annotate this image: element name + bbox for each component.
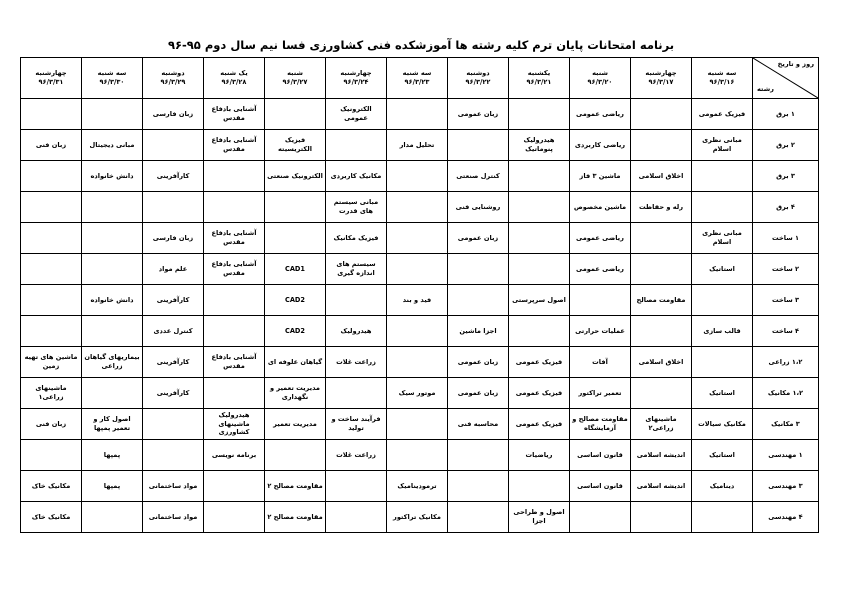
- exam-cell: مکانیک کاربردی: [326, 161, 387, 192]
- exam-cell: [692, 192, 753, 223]
- row-label: ۴ مهندسی: [753, 502, 819, 533]
- exam-cell: فیزیک مکانیک: [326, 223, 387, 254]
- exam-cell: زبان فنی: [21, 130, 82, 161]
- exam-cell: [204, 192, 265, 223]
- exam-cell: ریاضی عمومی: [570, 223, 631, 254]
- exam-cell: [21, 285, 82, 316]
- table-row: [21, 285, 819, 316]
- exam-cell: [631, 316, 692, 347]
- exam-cell: [387, 409, 448, 440]
- exam-cell: [448, 285, 509, 316]
- row-label: ۱ ساخت: [753, 223, 819, 254]
- exam-cell: [82, 192, 143, 223]
- exam-cell: CAD1: [265, 254, 326, 285]
- exam-cell: [82, 223, 143, 254]
- exam-cell: [509, 316, 570, 347]
- exam-cell: کارآفرینی: [143, 347, 204, 378]
- exam-cell: [265, 192, 326, 223]
- exam-cell: [509, 161, 570, 192]
- exam-cell: ریاضی عمومی: [570, 254, 631, 285]
- exam-cell: [204, 471, 265, 502]
- exam-cell: [204, 285, 265, 316]
- exam-cell: فیزیک الکتریسیته: [265, 130, 326, 161]
- exam-cell: استاتیک: [692, 254, 753, 285]
- exam-cell: مکانیک خاک: [21, 502, 82, 533]
- exam-cell: موتور سیک: [387, 378, 448, 409]
- table-row: [21, 378, 819, 409]
- table-row: [21, 223, 819, 254]
- exam-cell: آشنایی بادفاع مقدس: [204, 223, 265, 254]
- exam-cell: فید و بند: [387, 285, 448, 316]
- column-header: [82, 58, 143, 99]
- exam-cell: [143, 409, 204, 440]
- table-row: [21, 161, 819, 192]
- exam-cell: [82, 99, 143, 130]
- column-header: [692, 58, 753, 99]
- exam-cell: مبانی نظری اسلام: [692, 223, 753, 254]
- column-header: [265, 58, 326, 99]
- exam-cell: فیزیک عمومی: [509, 409, 570, 440]
- exam-cell: کارآفرینی: [143, 161, 204, 192]
- exam-cell: ماشین ۳ فاز: [570, 161, 631, 192]
- exam-cell: زبان فنی: [21, 409, 82, 440]
- exam-cell: ریاضیات: [509, 440, 570, 471]
- exam-cell: مدیریت تعمیر: [265, 409, 326, 440]
- exam-cell: [265, 223, 326, 254]
- column-day: یک شنبه: [220, 69, 248, 78]
- table-row: [21, 130, 819, 161]
- column-day: سه شنبه: [402, 69, 432, 78]
- column-day: شنبه: [592, 69, 608, 78]
- exam-cell: مقاومت مصالح ۲: [265, 502, 326, 533]
- exam-cell: [143, 192, 204, 223]
- exam-cell: کارآفرینی: [143, 378, 204, 409]
- exam-cell: مکانیک سیالات: [692, 409, 753, 440]
- exam-cell: ماشینهای زراعی۱: [21, 378, 82, 409]
- exam-cell: [448, 502, 509, 533]
- exam-cell: مدیریت تعمیر و نگهداری: [265, 378, 326, 409]
- column-day: چهارشنبه: [35, 69, 67, 78]
- exam-cell: قانون اساسی: [570, 471, 631, 502]
- exam-cell: هیدرولیک: [326, 316, 387, 347]
- column-day: شنبه: [287, 69, 303, 78]
- exam-cell: اندیشه اسلامی: [631, 471, 692, 502]
- exam-cell: [82, 316, 143, 347]
- exam-cell: هیدرولیک ماشینهای کشاورزی: [204, 409, 265, 440]
- header-row: [21, 58, 819, 99]
- column-day: چهارشنبه: [645, 69, 677, 78]
- column-date: ۹۶/۳/۱۶: [709, 78, 735, 86]
- column-date: ۹۶/۳/۳۱: [38, 78, 64, 86]
- exam-cell: [631, 502, 692, 533]
- exam-cell: زبان عمومی: [448, 347, 509, 378]
- exam-cell: مبانی دیجیتال: [82, 130, 143, 161]
- column-header: [21, 58, 82, 99]
- row-label: ۱ برق: [753, 99, 819, 130]
- exam-cell: [21, 99, 82, 130]
- exam-cell: [448, 254, 509, 285]
- exam-cell: [631, 130, 692, 161]
- exam-cell: [265, 99, 326, 130]
- exam-cell: ماشین مخصوص: [570, 192, 631, 223]
- exam-cell: [21, 161, 82, 192]
- table-row: [21, 347, 819, 378]
- exam-cell: آشنایی بادفاع مقدس: [204, 130, 265, 161]
- exam-cell: قالب سازی: [692, 316, 753, 347]
- exam-cell: [326, 471, 387, 502]
- exam-cell: مقاومت مصالح: [631, 285, 692, 316]
- row-label: ۱،۲ مکانیک: [753, 378, 819, 409]
- exam-cell: ماشینهای زراعی۲: [631, 409, 692, 440]
- exam-cell: [692, 161, 753, 192]
- page-title: برنامه امتحانات پایان ترم کلیه رشته ها آموزشکده فنی کشاورزی فسا نیم سال دوم ۹۵-۹۶: [167, 38, 675, 52]
- exam-cell: اندیشه اسلامی: [631, 440, 692, 471]
- row-label: ۳ ساخت: [753, 285, 819, 316]
- exam-cell: الکترونیک عمومی: [326, 99, 387, 130]
- exam-cell: [631, 99, 692, 130]
- exam-cell: مواد ساختمانی: [143, 471, 204, 502]
- exam-cell: [204, 316, 265, 347]
- column-header: [326, 58, 387, 99]
- exam-cell: [631, 378, 692, 409]
- exam-cell: [692, 502, 753, 533]
- exam-cell: پمپها: [82, 471, 143, 502]
- exam-cell: تعمیر تراکتور: [570, 378, 631, 409]
- exam-cell: پمپها: [82, 440, 143, 471]
- corner-day-date-label: روز و تاریخ: [777, 60, 814, 68]
- exam-cell: [448, 440, 509, 471]
- exam-cell: [570, 285, 631, 316]
- exam-cell: [631, 223, 692, 254]
- row-label: ۱ مهندسی: [753, 440, 819, 471]
- exam-cell: زبان فارسی: [143, 223, 204, 254]
- row-label: ۳ برق: [753, 161, 819, 192]
- exam-cell: الکترونیک صنعتی: [265, 161, 326, 192]
- row-label: ۲ ساخت: [753, 254, 819, 285]
- exam-cell: [326, 378, 387, 409]
- column-date: ۹۶/۳/۲۰: [587, 78, 613, 86]
- exam-cell: هیدرولیک پنوماتیک: [509, 130, 570, 161]
- exam-cell: کارآفرینی: [143, 285, 204, 316]
- exam-cell: زبان عمومی: [448, 223, 509, 254]
- exam-cell: سیستم های اندازه گیری: [326, 254, 387, 285]
- table-row: [21, 254, 819, 285]
- exam-cell: فیزیک عمومی: [509, 347, 570, 378]
- exam-cell: [21, 254, 82, 285]
- exam-cell: [265, 440, 326, 471]
- exam-cell: ترمودینامیک: [387, 471, 448, 502]
- column-day: سه شنبه: [707, 69, 737, 78]
- exam-cell: زبان فارسی: [143, 99, 204, 130]
- exam-cell: ریاضی کاربردی: [570, 130, 631, 161]
- exam-cell: [326, 130, 387, 161]
- exam-cell: [631, 254, 692, 285]
- exam-cell: [448, 130, 509, 161]
- exam-cell: CAD2: [265, 285, 326, 316]
- exam-cell: [509, 223, 570, 254]
- column-date: ۹۶/۳/۲۸: [221, 78, 247, 86]
- exam-cell: [204, 161, 265, 192]
- exam-cell: محاسبه فنی: [448, 409, 509, 440]
- exam-cell: عملیات حرارتی: [570, 316, 631, 347]
- table-row: [21, 99, 819, 130]
- exam-cell: ماشین های تهیه زمین: [21, 347, 82, 378]
- column-header: [143, 58, 204, 99]
- exam-cell: آفات: [570, 347, 631, 378]
- exam-cell: زراعت غلات: [326, 440, 387, 471]
- exam-cell: [143, 440, 204, 471]
- exam-cell: مکانیک خاک: [21, 471, 82, 502]
- exam-cell: [387, 347, 448, 378]
- row-label: ۴ ساخت: [753, 316, 819, 347]
- column-day: دوشنبه: [161, 69, 185, 78]
- corner-header-cell: [753, 58, 819, 99]
- exam-cell: اخلاق اسلامی: [631, 347, 692, 378]
- exam-cell: مقاومت مصالح ۲: [265, 471, 326, 502]
- exam-cell: [509, 99, 570, 130]
- exam-cell: آشنایی بادفاع مقدس: [204, 99, 265, 130]
- exam-cell: [387, 440, 448, 471]
- exam-cell: [82, 378, 143, 409]
- column-day: یکشنبه: [527, 69, 551, 78]
- exam-cell: زبان عمومی: [448, 378, 509, 409]
- row-label: ۳ مهندسی: [753, 471, 819, 502]
- table-row: [21, 316, 819, 347]
- exam-cell: مکانیک تراکتور: [387, 502, 448, 533]
- exam-cell: [387, 161, 448, 192]
- exam-cell: بیماریهای گیاهان زراعی: [82, 347, 143, 378]
- exam-cell: علم مواد: [143, 254, 204, 285]
- exam-cell: فرآیند ساخت و تولید: [326, 409, 387, 440]
- table-row: [21, 471, 819, 502]
- exam-cell: دانش خانواده: [82, 161, 143, 192]
- exam-cell: [21, 440, 82, 471]
- exam-cell: [387, 192, 448, 223]
- exam-cell: CAD2: [265, 316, 326, 347]
- exam-cell: [143, 130, 204, 161]
- table-row: [21, 502, 819, 533]
- exam-cell: اصول کار و تعمیر پمپها: [82, 409, 143, 440]
- exam-cell: اجزا ماشین: [448, 316, 509, 347]
- exam-cell: گیاهان علوفه ای: [265, 347, 326, 378]
- exam-cell: مقاومت مصالح و آزمایشگاه: [570, 409, 631, 440]
- exam-cell: [387, 316, 448, 347]
- column-date: ۹۶/۳/۳۰: [99, 78, 125, 86]
- exam-cell: [204, 378, 265, 409]
- exam-cell: آشنایی بادفاع مقدس: [204, 254, 265, 285]
- column-header: [570, 58, 631, 99]
- exam-cell: اصول سرپرستی: [509, 285, 570, 316]
- exam-cell: [387, 223, 448, 254]
- exam-cell: تحلیل مدار: [387, 130, 448, 161]
- exam-cell: برنامه نویسی: [204, 440, 265, 471]
- corner-field-label: رشته: [757, 85, 774, 94]
- exam-cell: [448, 471, 509, 502]
- column-date: ۹۶/۳/۱۷: [648, 78, 674, 86]
- exam-cell: [387, 254, 448, 285]
- column-date: ۹۶/۳/۲۷: [282, 78, 308, 86]
- column-header: [631, 58, 692, 99]
- exam-cell: استاتیک: [692, 440, 753, 471]
- exam-cell: [692, 285, 753, 316]
- column-day: دوشنبه: [466, 69, 490, 78]
- exam-cell: کنترل صنعتی: [448, 161, 509, 192]
- exam-cell: فیزیک عمومی: [692, 99, 753, 130]
- exam-cell: [509, 254, 570, 285]
- exam-cell: دینامیک: [692, 471, 753, 502]
- exam-cell: مبانی نظری اسلام: [692, 130, 753, 161]
- exam-cell: [21, 316, 82, 347]
- exam-cell: اخلاق اسلامی: [631, 161, 692, 192]
- exam-cell: [326, 502, 387, 533]
- column-date: ۹۶/۳/۲۱: [526, 78, 552, 86]
- column-header: [204, 58, 265, 99]
- exam-cell: ریاضی عمومی: [570, 99, 631, 130]
- exam-cell: استاتیک: [692, 378, 753, 409]
- row-label: ۳ مکانیک: [753, 409, 819, 440]
- row-label: ۴ برق: [753, 192, 819, 223]
- exam-cell: دانش خانواده: [82, 285, 143, 316]
- exam-cell: [570, 502, 631, 533]
- exam-cell: آشنایی بادفاع مقدس: [204, 347, 265, 378]
- row-label: ۱،۲ زراعی: [753, 347, 819, 378]
- column-date: ۹۶/۳/۲۳: [404, 78, 430, 86]
- column-header: [387, 58, 448, 99]
- exam-cell: [326, 285, 387, 316]
- exam-cell: [204, 502, 265, 533]
- exam-cell: [692, 347, 753, 378]
- table-row: [21, 409, 819, 440]
- exam-cell: روشنایی فنی: [448, 192, 509, 223]
- column-day: سه شنبه: [97, 69, 127, 78]
- exam-cell: مواد ساختمانی: [143, 502, 204, 533]
- exam-cell: [509, 192, 570, 223]
- exam-cell: [21, 223, 82, 254]
- exam-cell: [21, 192, 82, 223]
- column-header: [448, 58, 509, 99]
- exam-cell: [509, 471, 570, 502]
- exam-cell: فیزیک عمومی: [509, 378, 570, 409]
- exam-cell: کنترل عددی: [143, 316, 204, 347]
- table-row: [21, 192, 819, 223]
- column-date: ۹۶/۳/۲۹: [160, 78, 186, 86]
- column-date: ۹۶/۳/۲۴: [343, 78, 369, 86]
- exam-cell: زبان عمومی: [448, 99, 509, 130]
- exam-cell: [82, 502, 143, 533]
- table-row: [21, 440, 819, 471]
- exam-cell: رله و حفاظت: [631, 192, 692, 223]
- column-day: چهارشنبه: [340, 69, 372, 78]
- exam-cell: قانون اساسی: [570, 440, 631, 471]
- exam-cell: زراعت غلات: [326, 347, 387, 378]
- row-label: ۲ برق: [753, 130, 819, 161]
- exam-cell: اصول و طراحی اجزا: [509, 502, 570, 533]
- column-header: [509, 58, 570, 99]
- exam-schedule-table: [20, 57, 819, 533]
- column-date: ۹۶/۳/۲۲: [465, 78, 491, 86]
- exam-cell: [387, 99, 448, 130]
- exam-cell: مبانی سیستم های قدرت: [326, 192, 387, 223]
- exam-cell: [82, 254, 143, 285]
